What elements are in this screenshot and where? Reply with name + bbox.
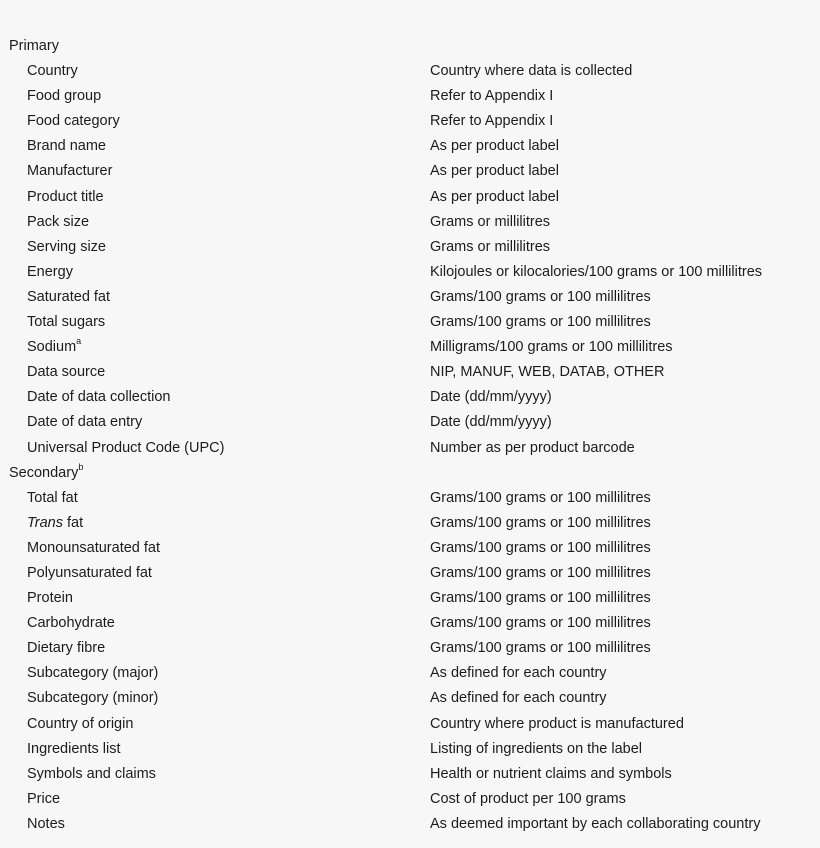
table-row [0,159,820,184]
table-row [0,586,820,611]
field-description: Listing of ingredients on the label [430,740,643,757]
field-description: Grams or millilitres [430,238,551,255]
field-name-text: Dietary fibre [27,640,106,657]
table-row [0,84,820,109]
field-name [27,536,160,561]
field-name-text: Saturated fat [27,288,111,305]
field-description: Grams/100 grams or 100 millilitres [430,590,651,607]
field-name-text: Country of origin [27,715,134,732]
field-name [27,235,106,260]
field-name [27,712,133,737]
table-row [0,385,820,410]
field-name [27,762,156,787]
field-name-text: Country [27,63,78,80]
field-description: Country where product is manufactured [430,715,684,732]
field-name [27,686,158,711]
field-name [27,59,78,84]
field-name-text: Data source [27,364,106,381]
field-name-text: Symbols and claims [27,765,156,782]
field-name-text: Serving size [27,238,106,255]
table-row [0,636,820,661]
section-heading-label: Primary [9,38,59,54]
field-description: Date (dd/mm/yyyy) [430,389,552,406]
table-row [0,109,820,134]
field-description: Refer to Appendix I [430,113,554,130]
field-description: Grams or millilitres [430,213,551,230]
field-name [27,360,105,385]
field-description: Grams/100 grams or 100 millilitres [430,314,651,331]
field-name-text: Sodium [27,339,77,356]
section-heading-label: Secondary [9,464,79,481]
field-description: As per product label [430,163,559,180]
field-description: Health or nutrient claims and symbols [430,765,672,782]
field-description: Kilojoules or kilocalories/100 grams or 100 millilitres [430,263,763,280]
field-name [27,486,78,511]
table-row [0,360,820,385]
field-name [27,787,60,812]
field-name [27,436,224,461]
table-row [0,210,820,235]
table-row [0,185,820,210]
field-description: As defined for each country [430,690,607,707]
field-description: Milligrams/100 grams or 100 millilitres [430,339,673,356]
table-row [0,762,820,787]
table-row [0,611,820,636]
field-name-text: Date of data entry [27,414,143,431]
footnote-marker: b [78,461,84,472]
field-name [27,210,89,235]
field-name-text: Total fat [27,489,78,506]
field-name-text: Polyunsaturated fat [27,564,152,581]
table-row [0,410,820,435]
section-heading-secondary [0,461,820,486]
field-name [27,661,158,686]
field-name-text: Date of data collection [27,389,171,406]
table-row [0,511,820,536]
field-name [27,310,105,335]
field-name [27,410,142,435]
field-description: NIP, MANUF, WEB, DATAB, OTHER [430,364,665,381]
field-name-italic: Trans [27,514,63,531]
table-row [0,737,820,762]
field-name [27,159,112,184]
field-description: Grams/100 grams or 100 millilitres [430,640,651,657]
field-description: As per product label [430,188,559,205]
field-description: Grams/100 grams or 100 millilitres [430,288,651,305]
table-row [0,787,820,812]
field-name-text: Universal Product Code (UPC) [27,439,225,456]
field-name-text: Brand name [27,138,106,155]
field-name [27,385,170,410]
field-description: Date (dd/mm/yyyy) [430,414,552,431]
field-name-text: Notes [27,815,65,832]
field-description: Country where data is collected [430,63,633,80]
field-description: Grams/100 grams or 100 millilitres [430,489,651,506]
table-row [0,134,820,159]
field-name-text: Monounsaturated fat [27,539,161,556]
table-row [0,436,820,461]
table-row [0,310,820,335]
field-name-text: Price [27,790,61,807]
field-name [27,285,110,310]
field-name-text: Total sugars [27,314,106,331]
field-name [27,812,65,837]
field-name-text: Carbohydrate [27,615,115,632]
table-row [0,335,820,360]
section-heading-primary [0,34,820,59]
secondary-rows [0,486,820,837]
table-row [0,561,820,586]
field-name [27,636,105,661]
field-name [27,335,81,360]
table-row [0,812,820,837]
field-name-text: Ingredients list [27,740,121,757]
table-row [0,59,820,84]
field-name [27,511,83,536]
field-description: Number as per product barcode [430,439,635,456]
field-name-text: Protein [27,590,73,607]
field-description: Grams/100 grams or 100 millilitres [430,539,651,556]
field-name [27,185,104,210]
field-description: As per product label [430,138,559,155]
field-name-text: Subcategory (minor) [27,690,159,707]
field-name [27,586,73,611]
field-name-text: Food category [27,113,120,130]
table-row [0,536,820,561]
field-description: Grams/100 grams or 100 millilitres [430,514,651,531]
table-row [0,712,820,737]
field-name-text: Pack size [27,213,90,230]
field-name [27,611,115,636]
field-name [27,109,120,134]
table-row [0,260,820,285]
field-description: As defined for each country [430,665,607,682]
table-row [0,285,820,310]
field-description: Grams/100 grams or 100 millilitres [430,615,651,632]
footnote-marker: a [76,336,82,347]
field-name-text: Manufacturer [27,163,113,180]
field-name-text: Product title [27,188,104,205]
table-row [0,661,820,686]
field-name-text: Subcategory (major) [27,665,159,682]
field-name [27,260,73,285]
field-description: Grams/100 grams or 100 millilitres [430,564,651,581]
table-row [0,486,820,511]
field-name-text: fat [67,514,84,531]
field-name-text: Energy [27,263,73,280]
field-description: As deemed important by each collaborating country [430,815,761,832]
field-name [27,134,106,159]
field-description: Refer to Appendix I [430,88,554,105]
primary-rows [0,59,820,461]
field-description: Cost of product per 100 grams [430,790,626,807]
field-name-text: Food group [27,88,102,105]
table-row [0,235,820,260]
field-name [27,84,101,109]
field-name [27,737,121,762]
field-name [27,561,152,586]
table-row [0,686,820,711]
